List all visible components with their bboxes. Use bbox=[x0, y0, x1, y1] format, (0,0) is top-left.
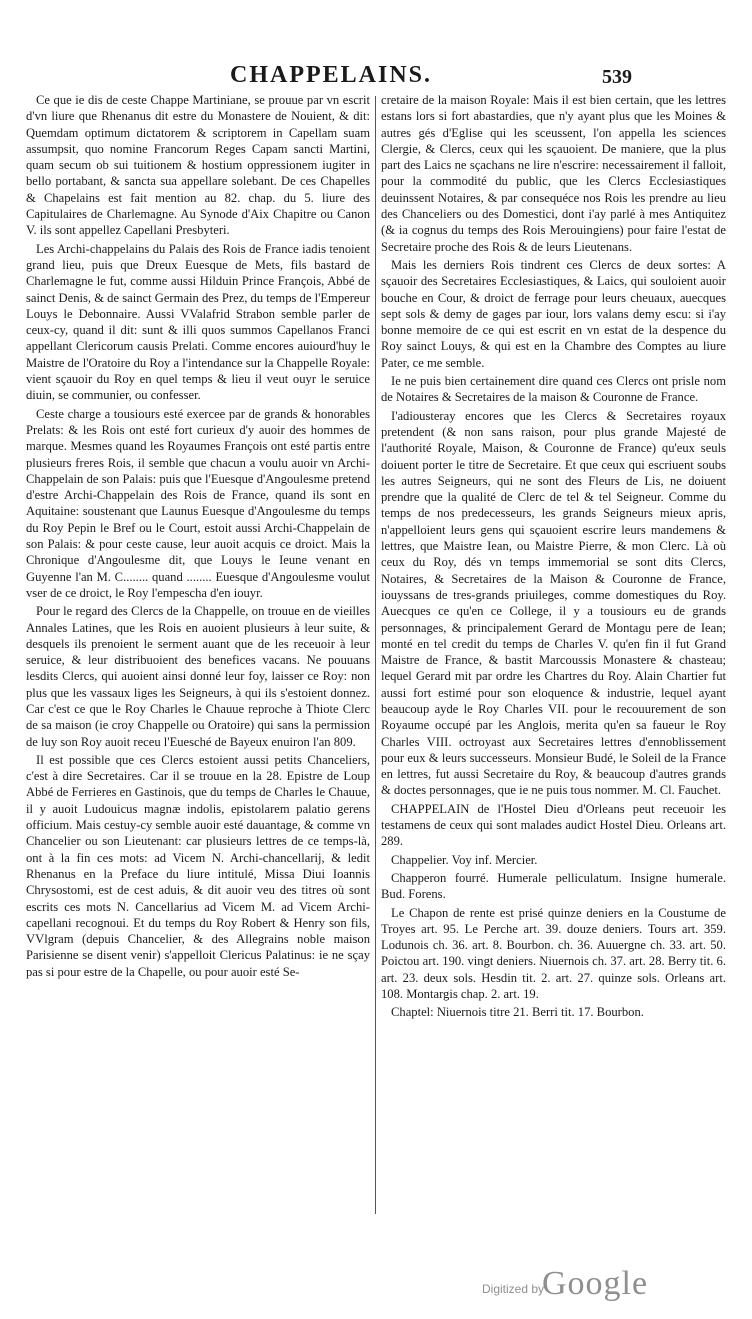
right-column bbox=[381, 92, 726, 1023]
page-number: 539 bbox=[602, 66, 632, 88]
entry-chaptel: Chaptel: Niuernois titre 21. Berri tit. 17. Bourbon. bbox=[391, 1005, 644, 1020]
paragraph: Il est possible que ces Clercs estoient aussi petits Chanceliers, c'est à dire Secretaires. Car il se trouue en la 28. Epistre de Loup Abbé de Ferrieres en Gastinois, que du temps de Charles le Chauue, il y auoit Ludouicus magnæ indolis, epistolarem palatio gerens officium. Mais cestuy-cy semble auoir esté dauantage, & comme vn Chancelier ou son Lieutenant: car plusieurs lettres de ce temps-là, ont à la fin ces mots: ad Vicem N. Archi-chancellarij, & ledit Rhenanus en la Preface du liure intitulé, Missa Diui Ioannis Chrysostomi, est de cest aduis, & dit auoir veu des titres où sont escrits ces mots N. Cancellarius ad Vicem M. ad Vicem Archi-capellani recognoui. Et du temps du Roy Robert & Henry son fils, VVlgram (depuis Chancelier, & des Allegrains noble maison Parisienne se disent venir) s'appelloit Clericus Palatinus: ie ne sçay pas si pour estre de la Chapelle, ou pour auoir esté Se- bbox=[26, 752, 370, 979]
paragraph: Ce que ie dis de ceste Chappe Martiniane, se prouue par vn escrit d'vn liure que Rhenanus dit estre du Monastere de Nouient, & dit: Quemdam optimum dictatorem & scriptorem in Capellam suam assumpsit, quo nomine Francorum Reges Capam sancti Martini, quam secum ob sui tuitionem & hostium oppressionem iugiter in bello portabant, & sancta sua appellare solebant. De ces Chapelles & Chapelains est fait mention au 82. chap. du 5. liure des Capitulaires de Charlemagne. Au Synode d'Aix Chapitre ou Canon V. ils sont appellez Capellani Presbyteri. bbox=[26, 93, 370, 238]
watermark-prefix: Digitized by bbox=[482, 1282, 545, 1296]
digitized-watermark bbox=[482, 1265, 722, 1302]
entry-chappelain: CHAPPELAIN de l'Hostel Dieu d'Orleans peut receuoir les testamens de ceux qui sont malades audict Hostel Dieu. Orleans art. 289. bbox=[381, 801, 726, 849]
paragraph: Ceste charge a tousiours esté exercee par de grands & honorables Prelats: & les Rois ont esté fort curieux d'y auoir des hommes de marque. Mesmes quand les Royaumes François ont esté partis entre plusieurs freres Rois, il semble que chacun a voulu auoir vn Archi-Chappelain de son Palais: puis que l'Euesque d'Angoulesme pretend d'estre Archi-Chappelain des Rois de France, quand ils sont en Aquitaine: soustenant que Launus Euesque d'Angoulesme du temps du Roy Pepin le Bref ou le Court, estoit aussi Archi-Chappelain de son Palais: & pour ceste cause, leur auoit acquis ce droict. Mais la Chronique d'Angoulesme dit, que Louys le Ieune venant en Guyenne l'an M. C........ quand ........ Euesque d'Angoulesme voulut vser de ce droict, le Roy l'empescha d'en iouyr. bbox=[26, 406, 370, 600]
paragraph: cretaire de la maison Royale: Mais il est bien certain, que les lettres estans lors si fort abastardies, que n'y ayant plus que les Moines & autres gés d'Eglise qui les sceussent, l'on appella les sciences Clergie, & Clercs, ceux qui les sçauoient. De maniere, que la plus part des Laics ne sçachans ne lire n'escrire: necessairement il falloit, pour la commodité du public, que les Clercs Ecclesiastiques deuinssent Notaires, & par consequéce nos Rois les prendre au lieu des Chanceliers ou des Domestici, dont i'ay parlé à mes Antiquitez (& ia cognus du temps des Rois Merouingiens) pour faire l'estat de Secretaire proche des Rois & de leurs Lieutenans. bbox=[381, 93, 726, 254]
paragraph: I'adiousteray encores que les Clercs & Secretaires royaux pretendent (& non sans raison, pour plus grande Majesté de l'authorité Royale, Maison, & Couronne de France) qu'eux seuls doiuent porter le titre de Secretaire. Et que ceux qui escriuent soubs les autres Seigneurs, qui ne sont des Fleurs de Lis, ne doiuent prendre que la qualité de Clerc de tel & tel Seigneur. Comme du temps de nos predecesseurs, les grands Seigneurs mieux apris, n'appelloient leurs gens qui sçauoient escrire leurs mandemens & lettres, que Maistre Iean, ou Maistre Pierre, & mon Clerc. Là où ceux du Roy, dés vn temps immemorial se sont dits Clercs, Notaires, & Secretaires de la Maison & Couronne de France, iouyssans de tres-grands priuileges, comme domestiques du Roy. Auecques ce qu'en ce College, il y a tousiours eu de grands personnages, & principalement Gerard de Montagu pere de Iean; monté en tel credit du temps de Charles V. qu'en fin il fut Grand Maistre de France, & bastit Marcoussis Monastere & chasteau; lequel Gerard mit par ordre les Chartres du Roy. Alain Chartier fut aussi fort estimé pour son eloquence & industrie, lequel ayant beaucoup ayde le Roy Charles VII. pour le recouurement de son Royaume occupé par les Anglois, merita qu'en sa faueur le Roy Charles VIII. octroyast aux Secretaires lettres d'ennoblissement pour eux & leurs successeurs. Monsieur Budé, le Soleil de la France en lettres, fut aussi Secretaire du Roy, & beaucoup d'autres grands & doctes personnages, que ie ne puis tous nommer. M. Cl. Fauchet. bbox=[381, 408, 726, 798]
entry-chappelier: Chappelier. Voy inf. Mercier. bbox=[391, 852, 538, 867]
left-column bbox=[26, 92, 370, 982]
entry-chapperon: Chapperon fourré. Humerale pelliculatum. Insigne humerale. Bud. Forens. bbox=[381, 870, 726, 902]
paragraph: Mais les derniers Rois tindrent ces Clercs de deux sortes: A sçauoir des Secretaires Ecclesiastiques, & Laics, qui souloient auoir bouche en Cour, & droict de ferrage pour leurs cheuaux, auecques sept sols & demy de gages par iour, lors valans demy escu: si i'ay bonne memoire de ce qui est escrit en vn estat de la despence du Roy sainct Louys, & qui est en la Chambre des Comptes au liure Pater, ce me semble. bbox=[381, 257, 726, 370]
google-logo: Google bbox=[542, 1265, 649, 1302]
column-divider bbox=[375, 96, 376, 1214]
running-head: CHAPPELAINS. bbox=[230, 62, 433, 88]
page-header bbox=[0, 62, 752, 96]
paragraph: Ie ne puis bien certainement dire quand ces Clercs ont prisle nom de Notaires & Secretaires de la maison & Couronne de France. bbox=[381, 374, 726, 405]
paragraph: Pour le regard des Clercs de la Chappelle, on trouue en de vieilles Annales Latines, que les Rois en auoient plusieurs à leur suite, & desquels ils prenoient le serment auant que de les receuoir à leur seruice, & leur distribuoient des benefices vacans. Ne pouuans lesdits Clercs, qui auoient ainsi donné leur foy, laisser ce Roy: non plus que les vassaux liges les Seigneurs, à qui ils s'estoient donnez. Car c'est ce que le Roy Charles le Chauue reproche à Thiote Clerc de sa maison (ie croy Chappelle ou Oratoire) qui sans la permission de luy son Roy auoit receu l'Euesché de Bayeux enuiron l'an 809. bbox=[26, 604, 370, 749]
entry-chapon: Le Chapon de rente est prisé quinze deniers en la Coustume de Troyes art. 95. Le Perche art. 39. douze deniers. Tours art. 359. Lodunois ch. 36. art. 8. Bourbon. ch. 36. Auuergne ch. 33. art. 50. Poictou art. 190. vingt deniers. Niuernois ch. 37. art. 28. Berry tit. 6. art. 23. deux sols. Hesdin tit. 2. art. 27. quinze sols. Orleans art. 108. Montargis chap. 2. art. 19. bbox=[381, 905, 726, 1002]
paragraph: Les Archi-chappelains du Palais des Rois de France iadis tenoient grand lieu, puis que Dreux Euesque de Mets, fils bastard de Charlemagne le fut, comme aussi Hilduin Prince François, Abbé de sainct Denis, & de sainct Germain des Prez, du temps de l'Empereur Louys le Debonnaire. Aussi VValafrid Strabon semble parler de ceux-cy, quand il dit: sunt & illi quos summos Capellanos Franci appellant Clericorum causis Prelati. Comme encores auiourd'huy le Maistre de l'Oratoire du Roy a l'intendance sur la Chappelle Royale: vient sçauoir du Roy en quel temps & lieu il veut ouyr le seruice diuin, se communier, ou confesser. bbox=[26, 241, 370, 403]
